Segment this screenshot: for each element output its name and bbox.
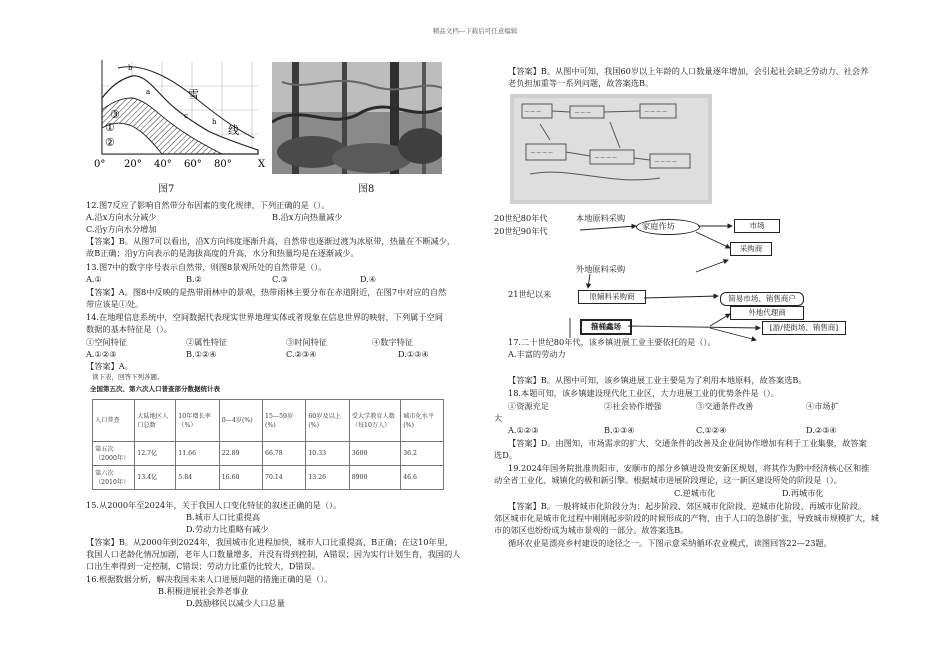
- q13-option-a: A.①: [86, 274, 102, 284]
- svg-text:~~~~: ~~~~: [594, 154, 618, 162]
- label-2: ②: [105, 136, 115, 149]
- label-b: b: [128, 64, 133, 72]
- retail-box: 简易市场、销售商户: [720, 292, 804, 306]
- era-1990s: 20世纪90年代: [494, 226, 548, 236]
- tick-40: 40°: [154, 159, 172, 170]
- table-cell: 46.6: [401, 466, 444, 490]
- q14-stem-1: 14.在地理信息系统中，空间数据代表现实世界地理实体或者现象在信息世界的映射，下列属于空间: [86, 312, 443, 322]
- q13-answer-1: 【答案】A。图8中反映的是热带雨林中的景观，热带雨林主要分布在赤道附近，在图7中对应的自然: [86, 287, 447, 297]
- page-header: 精品文档---下载后可任意编辑: [432, 27, 518, 35]
- table-cell: 10.33: [306, 442, 349, 466]
- q15-answer-2: 我国人口老龄化情况加剧，老年人口数量增多，并没有得到控制，A错误；因为实行计划生育，我国的人: [86, 549, 461, 559]
- svg-text:~~~~: ~~~~: [654, 158, 678, 166]
- table-cell: 第六次（2010年）: [93, 466, 135, 490]
- q14-option-a: A.①②③: [86, 349, 117, 359]
- q18-option-a: A.①②③: [508, 425, 539, 435]
- table-header: 受大学教育人数（每10万人）: [349, 400, 401, 442]
- family-workshop: 家庭作坊: [642, 221, 675, 231]
- svg-text:~~~: ~~~: [574, 109, 592, 117]
- label-3: ③: [110, 108, 120, 121]
- table-cell: 22.89: [219, 442, 262, 466]
- q12-answer-1: 【答案】B。从图7可以看出，沿X方向纬度逐渐升高，自然带也逐渐过渡为冰原带，热量在不断减少，: [86, 236, 456, 246]
- tick-0: 0°: [94, 159, 106, 170]
- table-header: 人口普查: [93, 400, 135, 442]
- table-intro: 读下表，回答下列各题。: [92, 373, 164, 381]
- q19-answer-1: 【答案】B。一般将城市化阶段分为：起步阶段、郊区城市化阶段、逆城市化阶段、再城市化阶段。: [508, 501, 867, 511]
- q16-option-b: B.积极进展社会养老事业: [158, 586, 249, 596]
- buyer-box: 采购商: [730, 242, 772, 256]
- q12-answer-2: 故B正确；沿y方向表示的是海拔高度的升高，水分和热量均是在逐渐减少。: [86, 248, 359, 258]
- table-cell: 12.7亿: [135, 442, 176, 466]
- q14-item-1: ①空间特征: [86, 337, 127, 347]
- q13-answer-2: 带应该是①处。: [86, 299, 144, 309]
- tick-80: 80°: [214, 159, 232, 170]
- q17-stem: 17.二十世纪80年代，该乡镇进展工业主要依托的是（）。: [508, 337, 716, 347]
- table-cell: 66.78: [263, 442, 306, 466]
- q16-answer-1: 【答案】B。从图中可知，我国60岁以上年龄的人口数量逐年增加，会引起社会缺乏劳动力、社会养: [508, 66, 869, 76]
- q16-stem: 16.根据数据分析，解决我国未来人口进展问题的措施正确的是（）。: [86, 574, 333, 584]
- flow-arrows: [560, 208, 850, 348]
- q18-item-2: ②社会协作增强: [604, 401, 662, 411]
- q12-option-c: C.沿y方向水分增加: [86, 224, 157, 234]
- tick-60: 60°: [184, 159, 202, 170]
- q14-option-c: C.②③④: [286, 349, 317, 359]
- table-cell: 11.66: [176, 442, 219, 466]
- label-line: 线: [228, 124, 239, 137]
- table-header-row: [93, 400, 444, 442]
- figure-7-caption: 图7: [158, 184, 175, 195]
- q17-answer: 【答案】B。从图中可知，该乡镇进展工业主要是为了利用本地原料，故答案选B。: [508, 375, 807, 385]
- q16-option-d: D.鼓励移民以减少人口总量: [186, 598, 285, 608]
- q15-option-b: B.城市人口比重提高: [186, 512, 261, 522]
- label-a: a: [146, 88, 151, 96]
- svg-text:~~~~: ~~~~: [530, 149, 554, 157]
- online-box: [游/使街场、销售商]: [762, 321, 846, 335]
- q18-option-b: B.①③④: [604, 425, 635, 435]
- q16-answer-2: 老负担加重等一系列问题，故答案选B。: [508, 78, 654, 88]
- q19-stem-2: 动全省工业化、城镇化的极和新引擎。根据城市进展阶段理论，这一新区建设所处的阶段是（）。: [494, 475, 842, 485]
- census-table: [92, 399, 444, 490]
- q18-item-1: ①资源充足: [508, 401, 549, 411]
- q12-option-a: A.沿x方向水分减少: [86, 212, 157, 222]
- factory-box: 箍桶鑫场: [580, 319, 632, 335]
- label-h: h: [212, 118, 217, 126]
- handwritten-diagram-photo: [510, 94, 712, 204]
- table-cell: 3600: [349, 442, 401, 466]
- q18-stem: 18.本题可知，该乡镇建设现代化工业区，大力进展工业的优势条件是（）。: [508, 388, 779, 398]
- market-box: 市场: [734, 219, 780, 233]
- q18-option-c: C.①②④: [696, 425, 727, 435]
- era-21st-century: 21世纪以来: [508, 289, 552, 299]
- agent-box: 外地代理商: [730, 306, 804, 320]
- q19-answer-3: 市的郊区也纷纷成为城市景观的一部分。故答案选B。: [494, 525, 689, 535]
- table-cell: 13.26: [306, 466, 349, 490]
- q18-item-4: ④市场扩: [806, 401, 839, 411]
- label-1: ①: [105, 121, 115, 134]
- table-header: 60岁及以上(%): [306, 400, 349, 442]
- table-cell: 5.84: [176, 466, 219, 490]
- q15-option-d: D.劳动力比重略有减少: [186, 524, 269, 534]
- q14-item-4: ④数字特征: [372, 337, 413, 347]
- table-header: 大陆地区人口总数: [135, 400, 176, 442]
- q13-stem: 13.图7中的数字序号表示自然带，则图8景观所处的自然带是（）。: [86, 262, 327, 272]
- q14-item-3: ③时间特征: [286, 337, 327, 347]
- table-title: 全国第五次、第六次人口普查部分数据统计表: [90, 385, 220, 393]
- table-cell: 16.60: [219, 466, 262, 490]
- era-1980s: 20世纪80年代: [494, 213, 548, 223]
- q19-stem-1: 19.2024年国务院批准贵阳市、安顺市的部分乡镇进设贵安新区规划，将其作为黔中经济核心区和推: [508, 463, 870, 473]
- label-c: c: [184, 112, 188, 120]
- table-header: 10年增长率（%）: [176, 400, 219, 442]
- q12-stem: 12.图7反应了影响自然带分布因素的变化规律，下列正确的是（）。: [86, 200, 330, 210]
- q13-option-b: B.②: [186, 274, 202, 284]
- x-axis-label: X: [258, 159, 266, 170]
- q18-answer-2: 选D。: [494, 450, 517, 460]
- q15-stem: 15.从2000年至2024年，关于我国人口变化特征的叙述正确的是（）。: [86, 500, 342, 510]
- q13-option-d: D.④: [360, 274, 377, 284]
- q15-answer-3: 口出生率得到一定控制，C错误；劳动力比重仍比较大，D错误。: [86, 561, 320, 571]
- label-snow: 雪: [188, 88, 199, 101]
- q19-answer-2: 郊区城市化是城市化过程中刚刚起步阶段的时候形成的产物，由于人口的急剧扩张，导致城市规模扩大，城: [494, 513, 879, 523]
- figure-7-diagram: [88, 58, 274, 170]
- q12-option-b: B.沿x方向热量减少: [272, 212, 343, 222]
- table-row: [93, 466, 444, 490]
- table-header: 0—4岁(%): [219, 400, 262, 442]
- q14-option-d: D.①③④: [398, 349, 429, 359]
- table-cell: 36.2: [401, 442, 444, 466]
- table-cell: 70.14: [263, 466, 306, 490]
- q18-item-3: ③交通条件改善: [696, 401, 754, 411]
- table-row: [93, 442, 444, 466]
- table-cell: 13.4亿: [135, 466, 176, 490]
- table-cell: 8900: [349, 466, 401, 490]
- outside-raw-purchase: 外地原料采购: [576, 264, 626, 274]
- q18-item-4-tail: 大: [494, 413, 503, 423]
- q18-option-d: D.②③④: [806, 425, 837, 435]
- q22-intro: 循环农业是漂亮乡村建设的途径之一。下图示意采纳循环农业模式，读图回答22—23题。: [508, 538, 832, 548]
- q19-option-c: C.逆城市化: [674, 488, 716, 498]
- figure-8-caption: 图8: [358, 184, 375, 195]
- table-header: 15—59岁(%): [263, 400, 306, 442]
- q15-answer-1: 【答案】B。从2000年到2024年，我国城市化进程加快，城市人口比重提高，B正确；在这10年里，: [86, 537, 454, 547]
- local-raw-purchase: 本地原料采购: [576, 213, 626, 223]
- tick-20: 20°: [124, 159, 142, 170]
- q13-option-c: C.③: [272, 274, 288, 284]
- q19-option-d: D.再城市化: [782, 488, 824, 498]
- q14-answer: 【答案】A。: [86, 361, 133, 371]
- q14-item-2: ②属性特征: [186, 337, 227, 347]
- q14-option-b: B.①②④: [186, 349, 217, 359]
- figure-8-photo: [272, 62, 442, 174]
- svg-text:~~~: ~~~: [524, 108, 542, 116]
- q18-answer-1: 【答案】D。由图知，市场需求的扩大、交通条件的改善及企业间协作增加有利于工业集聚，故答案: [508, 438, 867, 448]
- svg-text:~~~~: ~~~~: [644, 108, 668, 116]
- table-cell: 第五次（2000年）: [93, 442, 135, 466]
- raw-buyer-box: 原辅料采购商: [578, 290, 646, 304]
- q14-stem-2: 数据的基本特征是（）。: [86, 324, 172, 334]
- q17-option-a: A.丰富的劳动力: [508, 349, 566, 359]
- table-header: 城市化水平(%): [401, 400, 444, 442]
- census-table-container: [92, 399, 444, 490]
